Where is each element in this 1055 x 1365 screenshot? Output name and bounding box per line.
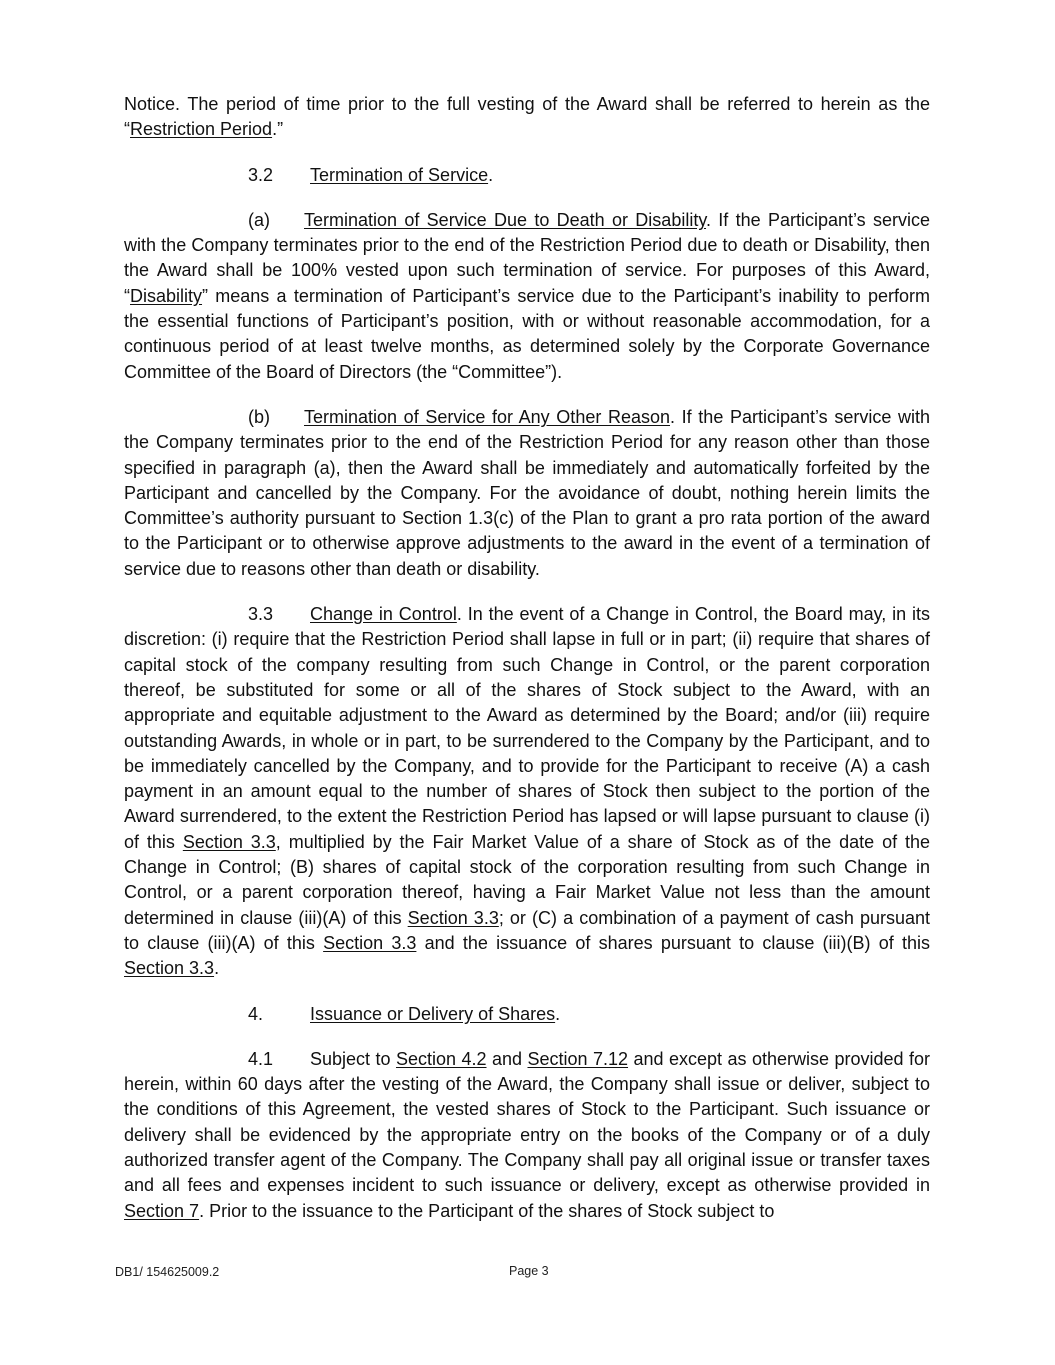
section-text: and the issuance of shares pursuant to clause (iii)(B) of this xyxy=(416,932,930,953)
section-reference: Section 7 xyxy=(124,1200,200,1221)
document-id: DB1/ 154625009.2 xyxy=(115,1265,220,1279)
section-number: 3.2 xyxy=(248,164,274,185)
section-reference: Section 3.3 xyxy=(182,831,276,852)
section-text: Subject to xyxy=(310,1048,396,1069)
section-reference: Section 7.12 xyxy=(527,1048,629,1069)
heading-4 xyxy=(124,1002,930,1027)
subsection-title: Termination of Service for Any Other Reason xyxy=(304,406,671,427)
section-text: , multiplied by the Fair Market Value of a share of Stock as of the date of the Change in Control; (B) shares of capital stock of the corporation resulting from such Change in Control, or a parent corporation thereof, having a Fair Market Value not less than the amount determined in clause (iii)(A) of this xyxy=(124,831,931,928)
heading-period: . xyxy=(488,164,494,185)
section-reference: Section 4.2 xyxy=(395,1048,487,1069)
section-text: . xyxy=(214,958,220,979)
notice-text: Notice. The period of time prior to the full vesting of the Award shall be referred to herein as the “ xyxy=(124,94,930,140)
paragraph-3-2-a xyxy=(124,208,930,385)
subsection-title: Termination of Service Due to Death or Disability xyxy=(304,209,706,230)
paragraph-notice xyxy=(124,92,930,143)
heading-3-2 xyxy=(124,163,930,188)
section-reference: Section 3.3 xyxy=(407,907,499,928)
subsection-text: . If the Participant’s service with the Company terminates prior to the end of the Restriction Period for any reason other than those specified in paragraph (a), then the Award shall be immediately and automatically forfeited by the Participant and cancelled by the Company. For the avoidance of doubt, nothing herein limits the Committee’s authority pursuant to Section 1.3(c) of the Plan to grant a pro rata portion of the award to the Participant or to otherwise approve adjustments to the award in the event of a termination of service due to reasons other than death or disability. xyxy=(124,406,930,579)
section-number: 4.1 xyxy=(248,1048,274,1069)
paragraph-3-3 xyxy=(124,602,930,981)
section-text: and xyxy=(486,1048,528,1069)
section-number: 3.3 xyxy=(248,604,274,625)
subsection-number: (b) xyxy=(248,406,270,427)
section-reference: Section 3.3 xyxy=(124,958,215,979)
document-body xyxy=(124,92,930,1224)
section-number: 4. xyxy=(248,1003,264,1024)
section-text: . In the event of a Change in Control, the Board may, in its discretion: (i) require that the Restriction Period shall lapse in full or in part; (ii) require that shares of capital stock of the company resulting from such Change in Control, or the parent corporation thereof, be substituted for some or all of the shares of Stock subject to the Award, with an appropriate and equitable adjustment to the Award as determined by the Board; and/or (iii) require outstanding Awards, in whole or in part, to be surrendered to the Company by the Participant, and to be immediately cancelled by the Company, and to provide for the Participant to receive (A) a cash payment in an amount equal to the number of shares of Stock then subject to the portion of the Award surrendered, to the extent the Restriction Period has lapsed or will lapse pursuant to clause (i) of this xyxy=(124,604,930,852)
section-text: ; or (C) a combination of a payment of cash pursuant to clause (iii)(A) of this xyxy=(124,907,930,953)
subsection-text: . If the Participant’s service with the Company terminates prior to the end of the Restriction Period due to death or Disability, then the Award shall be 100% vested upon such termination of service. For purposes of this Award, “ xyxy=(124,209,930,306)
section-title: Change in Control xyxy=(310,604,457,625)
section-text: and except as otherwise provided for herein, within 60 days after the vesting of the Award, the Company shall issue or deliver, subject to the conditions of this Agreement, the vested shares of Stock to the Participant. Such issuance or delivery shall be evidenced by the appropriate entry on the books of the Company or of a duly authorized transfer agent of the Company. The Company shall pay all original issue or transfer taxes and all fees and expenses incident to such issuance or delivery, except as otherwise provided in xyxy=(124,1048,930,1196)
heading-period: . xyxy=(555,1003,561,1024)
paragraph-4-1 xyxy=(124,1047,930,1224)
subsection-text: ” means a termination of Participant’s service due to the Participant’s inability to perform the essential functions of Participant’s position, with or without reasonable accommodation, for a continuous period of at least twelve months, as determined solely by the Corporate Governance Committee of the Board of Directors (the “Committee”). xyxy=(124,285,930,382)
section-text: . Prior to the issuance to the Participant of the shares of Stock subject to xyxy=(199,1200,775,1221)
page-number: Page 3 xyxy=(509,1264,549,1278)
section-reference: Section 3.3 xyxy=(323,932,417,953)
restriction-period-term: Restriction Period xyxy=(130,119,273,140)
subsection-number: (a) xyxy=(248,209,270,230)
section-title: Termination of Service xyxy=(310,164,489,185)
disability-term: Disability xyxy=(130,285,203,306)
paragraph-3-2-b xyxy=(124,405,930,582)
section-title: Issuance or Delivery of Shares xyxy=(310,1003,556,1024)
notice-after: .” xyxy=(272,119,284,140)
